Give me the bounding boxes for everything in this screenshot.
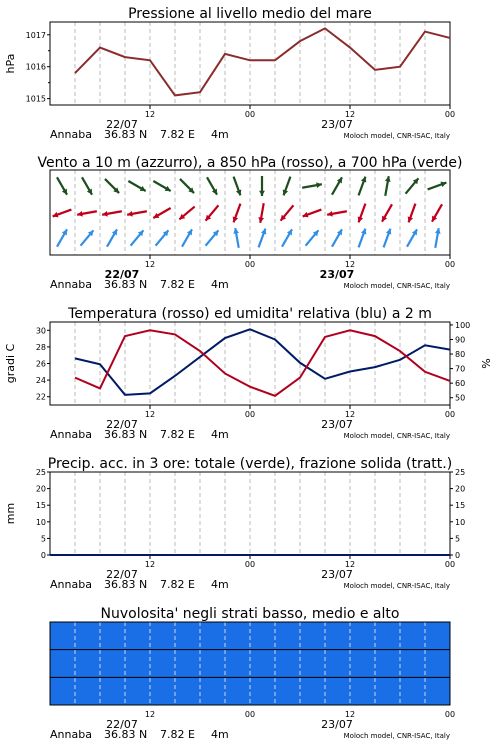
model-credit: Moloch model, CNR-ISAC, Italy: [343, 582, 450, 590]
y2-tick-label: 100: [455, 320, 471, 330]
wind-arrow-700-hPa: [128, 181, 145, 191]
arrow-head: [259, 191, 265, 196]
x-tick-label: 12: [144, 710, 156, 719]
x-tick-label: 00: [444, 410, 456, 419]
y-axis-label: gradi C: [4, 343, 17, 384]
y2-tick-label: 20: [455, 484, 466, 494]
model-credit: Moloch model, CNR-ISAC, Italy: [343, 132, 450, 140]
x-tick-label: 12: [144, 410, 156, 419]
wind-arrow-10-m: [384, 229, 392, 248]
panel-title-precip: Precip. acc. in 3 ore: totale (verde), frazione solida (tratt.): [47, 456, 453, 472]
model-credit: Moloch model, CNR-ISAC, Italy: [343, 282, 450, 290]
wind-arrow-10-m: [359, 229, 367, 248]
wind-arrow-10-m: [156, 230, 169, 245]
x-tick-label: 12: [344, 260, 356, 269]
x-tick-label: 00: [244, 560, 256, 569]
location-elev: 4m: [211, 728, 229, 741]
wind-arrow-700-hPa: [259, 176, 265, 196]
y-tick-label: 20: [35, 484, 46, 494]
y-tick-label: 24: [35, 376, 46, 386]
panel-wind: [37, 155, 462, 291]
location-lat: 36.83 N: [104, 278, 148, 291]
y2-tick-label: 70: [455, 364, 466, 374]
wind-arrow-10-m: [206, 230, 219, 245]
x-tick-label: 12: [344, 710, 356, 719]
y-tick-label: 1017: [25, 30, 46, 40]
location-name: Annaba: [50, 128, 92, 141]
date-label: 23/07: [321, 718, 353, 731]
y-axis-label: hPa: [4, 53, 17, 74]
x-tick-label: 00: [244, 110, 256, 119]
wind-arrow-850-hPa: [233, 204, 241, 223]
y2-tick-label: 60: [455, 379, 466, 389]
wind-arrow-700-hPa: [359, 177, 367, 196]
location-lat: 36.83 N: [104, 578, 148, 591]
y2-tick-label: 10: [455, 517, 466, 527]
location-elev: 4m: [211, 128, 229, 141]
wind-arrow-700-hPa: [105, 179, 119, 193]
date-label: 22/07: [104, 268, 140, 281]
wind-arrow-700-hPa: [207, 177, 217, 194]
y-tick-label: 26: [35, 359, 46, 369]
x-tick-label: 00: [444, 260, 456, 269]
location-name: Annaba: [50, 728, 92, 741]
panel-title-wind: Vento a 10 m (azzurro), a 850 hPa (rosso), a 700 hPa (verde): [37, 155, 463, 171]
wind-arrow-850-hPa: [153, 208, 170, 218]
location-lon: 7.82 E: [160, 728, 195, 741]
y2-tick-label: 90: [455, 335, 466, 345]
wind-arrow-850-hPa: [382, 204, 392, 221]
wind-arrow-850-hPa: [102, 211, 122, 217]
location-elev: 4m: [211, 428, 229, 441]
y-tick-label: 0: [40, 551, 46, 560]
wind-arrow-850-hPa: [127, 211, 147, 217]
location-elev: 4m: [211, 578, 229, 591]
y-tick-label: 25: [35, 468, 46, 477]
wind-arrow-850-hPa: [179, 207, 194, 220]
y-tick-label: 28: [35, 342, 46, 352]
y2-tick-label: 5: [455, 534, 461, 544]
y-tick-label: 1015: [25, 94, 46, 104]
wind-arrow-10-m: [57, 229, 67, 246]
location-lat: 36.83 N: [104, 128, 148, 141]
x-tick-label: 12: [144, 560, 156, 569]
wind-arrow-700-hPa: [332, 177, 342, 194]
y-tick-label: 10: [35, 517, 46, 527]
x-tick-label: 12: [144, 110, 156, 119]
panel-pressure: [4, 6, 455, 141]
model-credit: Moloch model, CNR-ISAC, Italy: [343, 732, 450, 740]
date-label: 23/07: [321, 118, 353, 131]
panel-cloud: [50, 606, 455, 741]
wind-arrow-850-hPa: [303, 210, 322, 218]
x-tick-label: 00: [444, 710, 456, 719]
location-lat: 36.83 N: [104, 428, 148, 441]
location-name: Annaba: [50, 428, 92, 441]
pressure-line: [75, 28, 450, 95]
location-lon: 7.82 E: [160, 578, 195, 591]
wind-arrow-10-m: [182, 229, 192, 246]
y2-tick-label: 25: [455, 468, 466, 477]
date-label: 22/07: [106, 118, 138, 131]
x-tick-label: 12: [344, 410, 356, 419]
y2-tick-label: 80: [455, 350, 466, 360]
location-elev: 4m: [211, 278, 229, 291]
x-tick-label: 00: [444, 110, 456, 119]
wind-arrow-700-hPa: [283, 177, 291, 196]
x-tick-label: 00: [244, 710, 256, 719]
wind-arrow-700-hPa: [385, 176, 391, 196]
y-tick-label: 30: [35, 326, 46, 336]
wind-arrow-10-m: [107, 229, 117, 246]
y2-axis-label: %: [480, 358, 493, 369]
wind-arrow-850-hPa: [53, 210, 72, 218]
date-label: 23/07: [319, 268, 355, 281]
panel-precip: [4, 456, 465, 591]
wind-arrow-10-m: [282, 229, 292, 246]
x-tick-label: 00: [244, 410, 256, 419]
location-name: Annaba: [50, 578, 92, 591]
location-lon: 7.82 E: [160, 428, 195, 441]
location-lat: 36.83 N: [104, 728, 148, 741]
y2-tick-label: 50: [455, 393, 466, 403]
date-label: 23/07: [321, 418, 353, 431]
date-label: 22/07: [106, 568, 138, 581]
wind-arrow-700-hPa: [234, 177, 242, 196]
wind-arrow-850-hPa: [77, 211, 97, 217]
model-credit: Moloch model, CNR-ISAC, Italy: [343, 432, 450, 440]
wind-arrow-10-m: [81, 230, 94, 245]
wind-arrow-10-m: [435, 228, 441, 248]
location-lon: 7.82 E: [160, 128, 195, 141]
temperature-line: [75, 330, 450, 396]
wind-arrow-850-hPa: [281, 205, 294, 220]
wind-arrow-850-hPa: [408, 204, 416, 223]
date-label: 22/07: [106, 418, 138, 431]
wind-arrow-700-hPa: [302, 182, 322, 188]
panel-title-temp: Temperatura (rosso) ed umidita' relativa (blu) a 2 m: [68, 306, 432, 322]
x-tick-label: 12: [144, 260, 156, 269]
wind-arrow-700-hPa: [428, 182, 447, 190]
wind-arrow-850-hPa: [258, 203, 264, 223]
wind-arrow-850-hPa: [206, 205, 219, 220]
y-tick-label: 15: [35, 501, 46, 511]
y-tick-label: 22: [35, 392, 46, 402]
wind-arrow-700-hPa: [57, 177, 67, 194]
location-name: Annaba: [50, 278, 92, 291]
x-tick-label: 00: [244, 260, 256, 269]
wind-arrow-850-hPa: [327, 211, 347, 217]
wind-arrow-10-m: [131, 230, 144, 245]
panel-title-cloud: Nuvolosita' negli strati basso, medio e alto: [100, 606, 400, 622]
y2-tick-label: 0: [455, 551, 461, 560]
y-tick-label: 1016: [25, 62, 46, 72]
x-tick-label: 00: [444, 560, 456, 569]
panel-title-pressure: Pressione al livello medio del mare: [128, 6, 372, 22]
wind-arrow-850-hPa: [358, 204, 366, 223]
wind-arrow-10-m: [233, 228, 239, 248]
wind-arrow-10-m: [306, 230, 319, 245]
wind-arrow-10-m: [407, 229, 417, 246]
wind-arrow-10-m: [332, 229, 342, 246]
panel-temp: [4, 306, 493, 441]
x-tick-label: 12: [344, 560, 356, 569]
wind-arrow-850-hPa: [432, 204, 442, 221]
wind-arrow-700-hPa: [406, 178, 419, 193]
y-axis-label: mm: [4, 502, 17, 525]
y2-tick-label: 15: [455, 501, 466, 511]
date-label: 22/07: [106, 718, 138, 731]
wind-arrow-10-m: [259, 229, 267, 248]
x-tick-label: 12: [344, 110, 356, 119]
humidity-line: [75, 329, 450, 395]
wind-arrow-700-hPa: [180, 179, 194, 193]
location-lon: 7.82 E: [160, 278, 195, 291]
wind-arrow-700-hPa: [82, 177, 92, 194]
y-tick-label: 5: [40, 534, 46, 544]
wind-arrow-700-hPa: [153, 181, 170, 191]
date-label: 23/07: [321, 568, 353, 581]
